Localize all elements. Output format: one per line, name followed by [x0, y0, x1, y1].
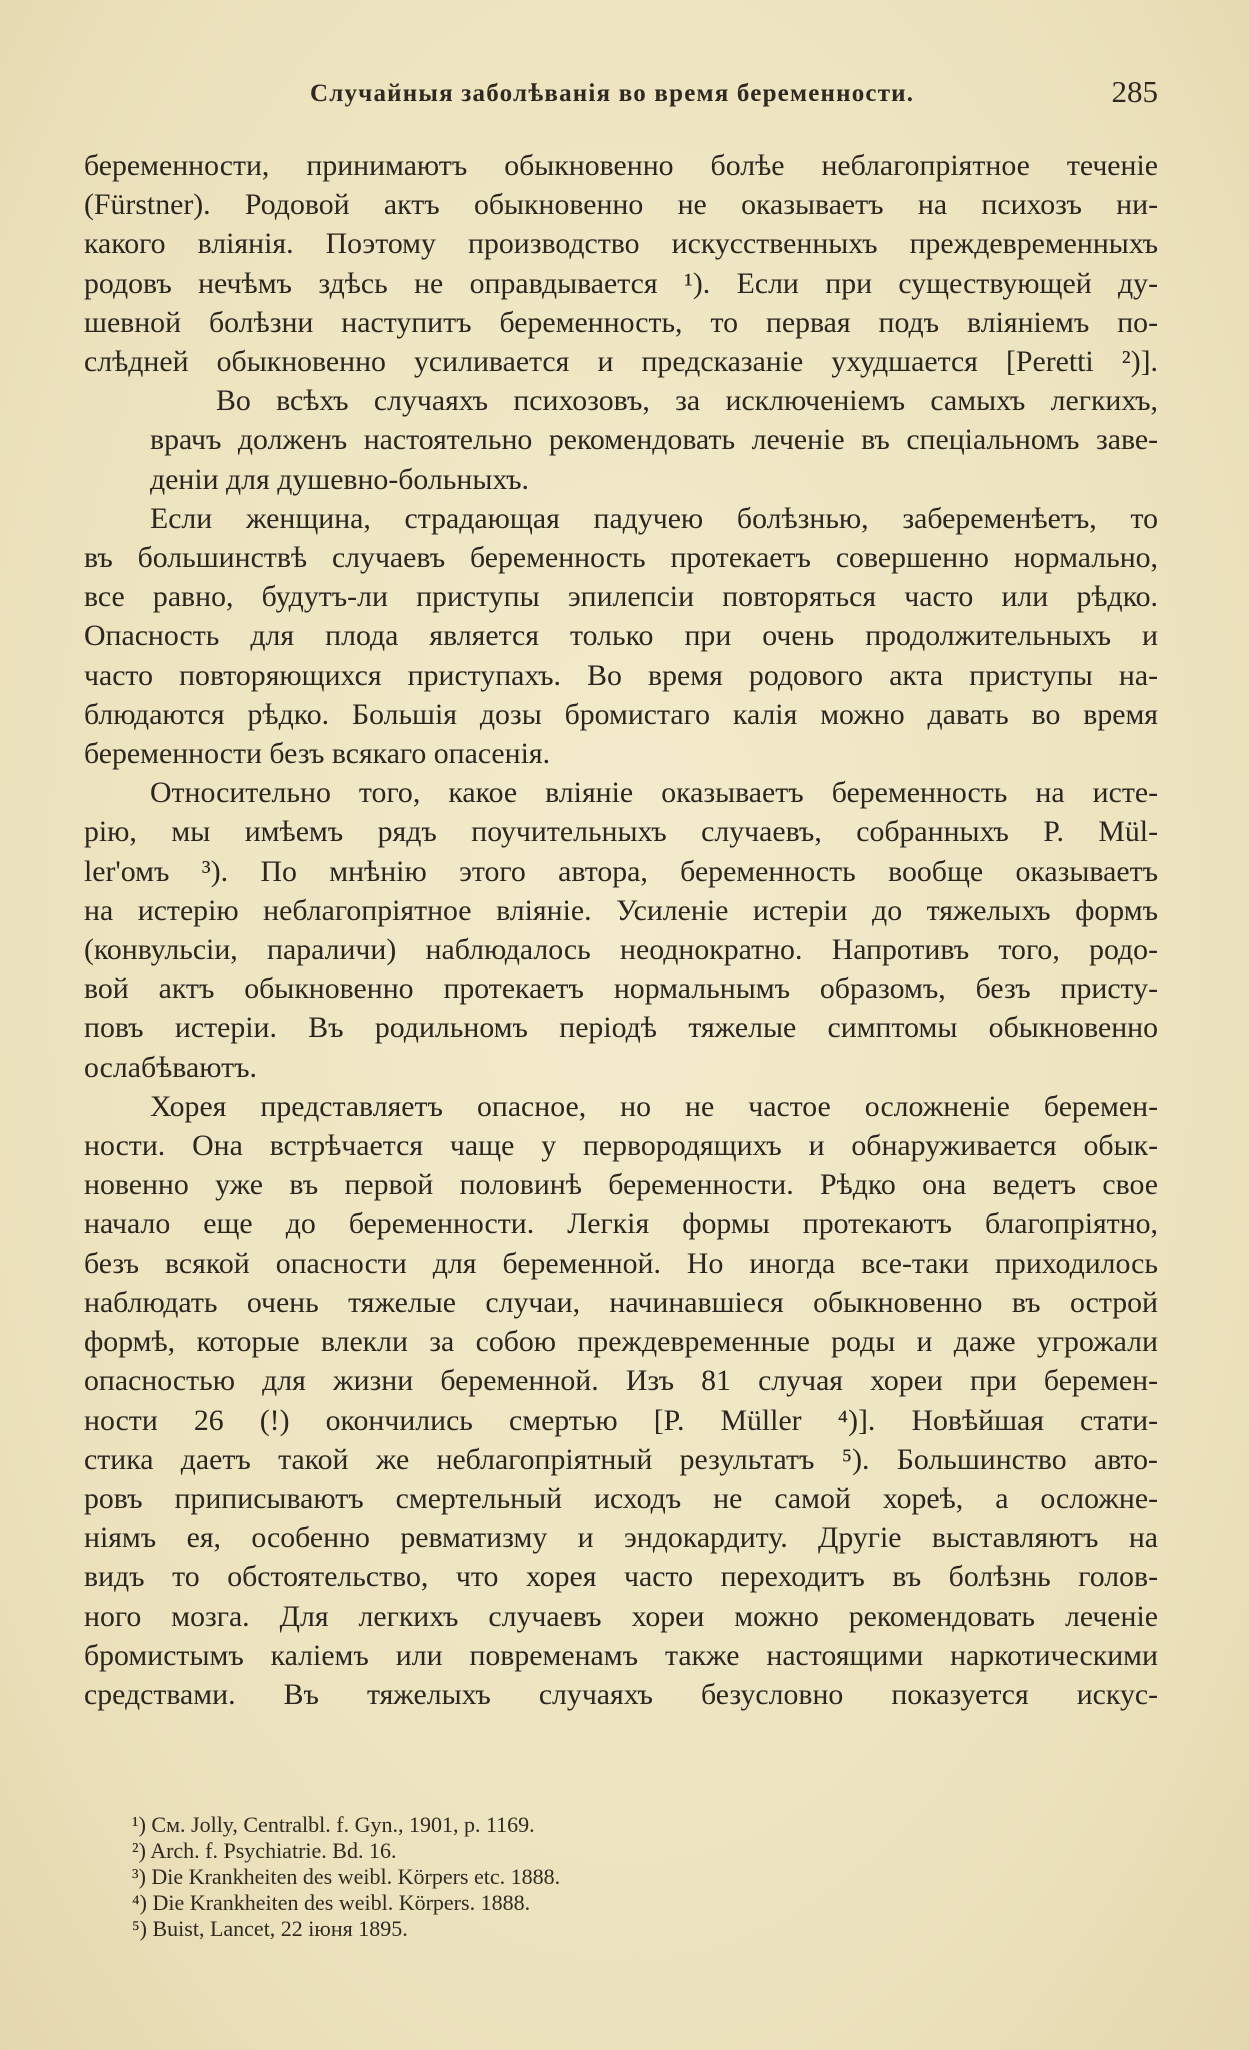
text-line: Во всѣхъ случаяхъ психозовъ, за исключеніемъ самыхъ легкихъ,: [216, 384, 1158, 418]
paragraph-3: [84, 499, 1158, 773]
text-line: блюдаются рѣдко. Большія дозы бромистаго калія можно давать во время: [84, 697, 1158, 731]
text-line: въ большинствѣ случаевъ беременность протекаетъ совершенно нормально,: [84, 541, 1158, 575]
text-line: безъ всякой опасности для беременной. Но иногда все-таки приходилось: [84, 1246, 1158, 1280]
text-line: формѣ, которые влекли за собою преждевременные роды и даже угрожали: [84, 1325, 1158, 1359]
text-line: (Fürstner). Родовой актъ обыкновенно не оказываетъ на психозъ ни-: [84, 188, 1158, 222]
footnote-3: ³) Die Krankheiten des weibl. Körpers etc. 1888.: [132, 1864, 561, 1889]
text-line: ler'омъ ³). По мнѣнію этого автора, беременность вообще оказываетъ: [84, 854, 1158, 888]
text-line: шевной болѣзни наступитъ беременность, то первая подъ вліяніемъ по-: [84, 305, 1158, 339]
text-line: все равно, будутъ-ли приступы эпилепсіи повторяться часто или рѣдко.: [84, 580, 1158, 614]
text-line: ослабѣваютъ.: [84, 1050, 257, 1084]
text-line: средствами. Въ тяжелыхъ случаяхъ безусловно показуется искус-: [84, 1677, 1158, 1711]
text-line: Если женщина, страдающая падучею болѣзнью, забеременѣетъ, то: [150, 501, 1158, 535]
text-line: новенно уже въ первой половинѣ беременности. Рѣдко она ведетъ свое: [84, 1168, 1158, 1202]
text-line: какого вліянія. Поэтому производство искусственныхъ преждевременныхъ: [84, 227, 1158, 261]
text-line: (конвульсіи, параличи) наблюдалось неоднократно. Напротивъ того, родо-: [84, 933, 1158, 967]
paragraph-2: [84, 381, 1158, 499]
page-number: 285: [1111, 74, 1158, 109]
page-header: [86, 72, 1158, 118]
footnote-4: ⁴) Die Krankheiten des weibl. Körpers. 1888.: [132, 1890, 531, 1915]
body-text: [84, 146, 1158, 1714]
text-line: вой актъ обыкновенно протекаетъ нормальнымъ образомъ, безъ присту-: [84, 972, 1158, 1006]
text-line: Опасность для плода является только при очень продолжительныхъ и: [84, 619, 1158, 653]
text-line: повъ истеріи. Въ родильномъ періодѣ тяжелые симптомы обыкновенно: [84, 1011, 1158, 1045]
text-line: слѣдней обыкновенно усиливается и предсказаніе ухудшается [Peretti ²)].: [84, 345, 1158, 379]
footnotes: [132, 1812, 1032, 1942]
text-line: стика даетъ такой же неблагопріятный результатъ ⁵). Большинство авто-: [84, 1442, 1158, 1476]
text-line: беременности, принимаютъ обыкновенно болѣе неблагопріятное теченіе: [84, 149, 1158, 182]
running-title: Случайныя заболѣванія во время беременности.: [310, 80, 915, 107]
text-line: ного мозга. Для легкихъ случаевъ хореи можно рекомендовать леченіе: [84, 1599, 1158, 1633]
text-line: на истерію неблагопріятное вліяніе. Усиленіе истеріи до тяжелыхъ формъ: [84, 893, 1158, 927]
text-line: деніи для душевно-больныхъ.: [150, 462, 529, 496]
footnote-1: ¹) См. Jolly, Centralbl. f. Gyn., 1901, p. 1169.: [132, 1812, 535, 1837]
text-line: начало еще до беременности. Легкія формы протекаютъ благопріятно,: [84, 1207, 1158, 1241]
text-line: родовъ нечѣмъ здѣсь не оправдывается ¹). Если при существующей ду-: [84, 266, 1158, 300]
paragraph-4: [84, 773, 1158, 1087]
text-line: Хорея представляетъ опасное, но не частое осложненіе беремен-: [150, 1089, 1158, 1123]
text-line: ніямъ ея, особенно ревматизму и эндокардиту. Другіе выставляютъ на: [84, 1521, 1158, 1555]
text-line: наблюдать очень тяжелые случаи, начинавшіеся обыкновенно въ острой: [84, 1285, 1158, 1319]
paragraph-1: [84, 146, 1158, 381]
text-line: рію, мы имѣемъ рядъ поучительныхъ случаевъ, собранныхъ P. Mül-: [84, 815, 1158, 849]
text-line: бромистымъ каліемъ или повременамъ также настоящими наркотическими: [84, 1638, 1158, 1672]
footnote-5: ⁵) Buist, Lancet, 22 іюня 1895.: [132, 1916, 408, 1941]
text-line: ровъ приписываютъ смертельный исходъ не самой хореѣ, а осложне-: [84, 1481, 1158, 1515]
text-line: Относительно того, какое вліяніе оказываетъ беременность на исте-: [150, 776, 1158, 810]
footnote-2: ²) Arch. f. Psychiatrie. Bd. 16.: [132, 1838, 397, 1863]
paragraph-5: [84, 1087, 1158, 1714]
text-line: часто повторяющихся приступахъ. Во время родового акта приступы на-: [84, 658, 1158, 692]
text-line: ности 26 (!) окончились смертью [P. Müller ⁴)]. Новѣйшая стати-: [84, 1403, 1158, 1437]
text-line: опасностью для жизни беременной. Изъ 81 случая хореи при беремен-: [84, 1364, 1158, 1398]
text-line: видъ то обстоятельство, что хорея часто переходитъ въ болѣзнь голов-: [84, 1560, 1158, 1594]
text-line: врачъ долженъ настоятельно рекомендовать леченіе въ спеціальномъ заве-: [150, 423, 1158, 457]
text-line: беременности безъ всякаго опасенія.: [84, 737, 551, 771]
text-line: ности. Она встрѣчается чаще у первородящихъ и обнаруживается обык-: [84, 1129, 1158, 1163]
